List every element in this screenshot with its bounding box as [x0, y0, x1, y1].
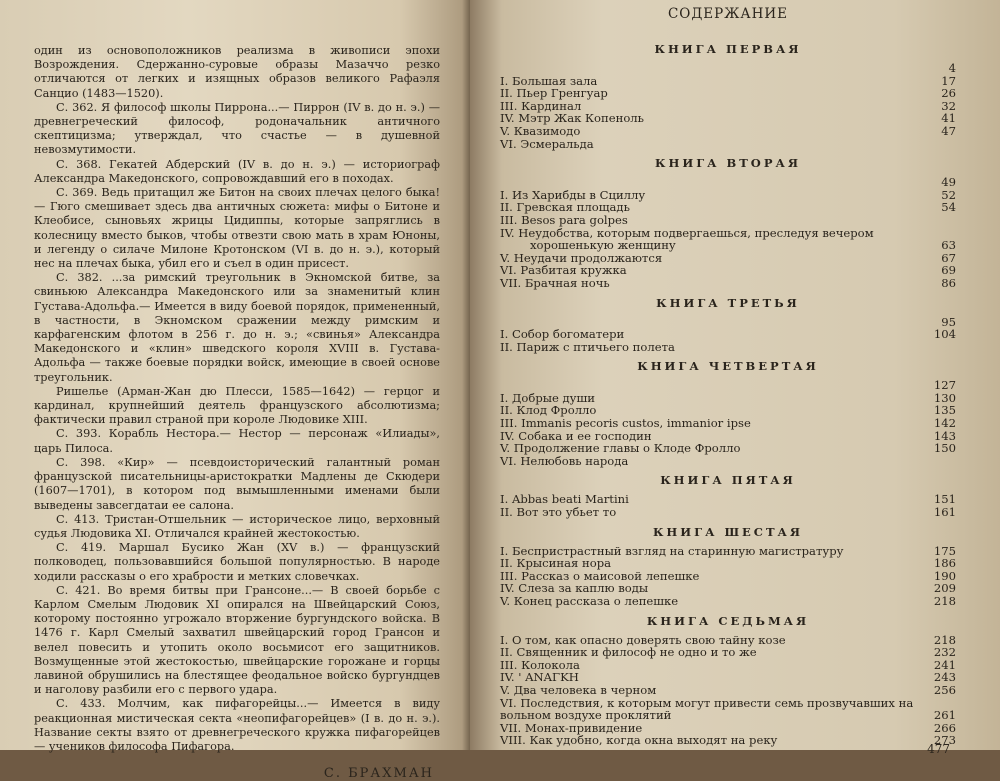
note-paragraph: С. 368. Гекатей Абдерский (IV в. до н. э.) — историограф Александра Македонского, сопровождавший его в походах. [34, 157, 440, 185]
right-page [470, 0, 1000, 756]
toc-entry [500, 646, 956, 659]
note-paragraph: С. 362. Я философ школы Пиррона...— Пиррон (IV в. до н. э.) — древнегреческий философ, родоначальник античного скептицизма; утверждал, что счастье — в душевной невозмутимости. [34, 100, 440, 157]
chapter-title: II. Гревская площадь [500, 200, 630, 215]
note-paragraph: С. 433. Молчим, как пифагорейцы...— Имеется в виду реакционная мистическая секта «неопифагорейцев» (I в. до н. э.). Название секты взято от древнегреческого кружка пифагорейцев — учеников философа Пифагора. [34, 697, 440, 753]
chapter-title: II. Вот это убьет то [500, 505, 617, 520]
chapter-page: 142 [933, 416, 956, 431]
table-of-contents [500, 42, 956, 747]
chapter-title: V. Конец рассказа о лепешке [500, 594, 679, 608]
note-paragraph: С. 393. Корабль Нестора.— Нестор — персонаж «Илиады», царь Пилоса. [34, 427, 440, 455]
note-paragraph: С. 382. ...за римский треугольник в Экномской битве, за свиньюю Александра Македонского или за знаменитый клин Густава-Адольфа.— Имеется в виду боевой порядок, примененный, в частности, в Экномском сражении между римским и карфагенским флотом в 256 г. до н. э.; «свинья» Александра Македонского и «клин» шведского короля XVIII в. Густава-Адольфа — также боевые порядки войск, имеющие в своей основе треугольник. [34, 271, 440, 384]
chapter-title: VII. Монах-привидение [500, 720, 643, 735]
page-number: 477 [927, 742, 950, 756]
chapter-title: V. Продолжение главы о Клоде Фролло [500, 441, 741, 456]
chapter-list [500, 634, 956, 747]
chapter-page: 54 [941, 200, 956, 215]
chapter-title: VII. Брачная ночь [500, 275, 610, 290]
book-heading: КНИГА ЧЕТВЕРТАЯ [637, 359, 819, 374]
chapter-title: V. Квазимодо [500, 123, 581, 138]
toc-entry [500, 176, 956, 189]
chapter-page: 67 [941, 250, 956, 265]
author-signature: С. БРАХМАН [323, 766, 434, 781]
chapter-page: 186 [933, 556, 956, 571]
chapter-page: 232 [933, 645, 956, 660]
chapter-list [500, 316, 956, 354]
chapter-title: III. Immanis pecoris custos, immanior ipse [500, 416, 751, 431]
chapter-page: 86 [941, 275, 956, 290]
chapter-title: II. Пьер Гренгуар [500, 86, 608, 101]
toc-entry [500, 379, 956, 392]
chapter-title: VIII. Как удобно, когда окна выходят на реку [500, 733, 778, 748]
toc-entry [500, 125, 956, 138]
chapter-page: 243 [933, 670, 956, 685]
chapter-page: 256 [933, 682, 956, 697]
chapter-title: I. Добрые души [500, 390, 595, 405]
chapter-page: 218 [933, 594, 956, 608]
chapter-page: 209 [933, 581, 956, 596]
chapter-title: III. Кардинал [500, 98, 582, 113]
toc-entry [500, 506, 956, 519]
chapter-page: 52 [941, 187, 956, 202]
note-paragraph: один из основоположников реализма в живописи эпохи Возрождения. Сдержанно-суровые образы Мазаччо резко отличаются от легких и изящных образов великого Рафаэля Санцио (1483—1520). [34, 44, 440, 100]
book-heading: КНИГА ПЕРВАЯ [654, 42, 802, 56]
chapter-title: IV. Неудобства, которым подвергаешься, преследуя вечером [500, 225, 874, 240]
chapter-page: 261 [933, 708, 956, 723]
chapter-page: 150 [933, 441, 956, 456]
chapter-page: 17 [941, 73, 956, 88]
left-page [0, 0, 470, 781]
chapter-page: 47 [941, 123, 956, 138]
chapter-title: VI. Разбитая кружка [500, 263, 627, 278]
chapter-title: VI. Нелюбовь народа [500, 453, 629, 468]
book-heading: КНИГА СЕДЬМАЯ [646, 613, 810, 628]
toc-entry [500, 328, 956, 341]
chapter-title: II. Париж с птичьего полета [500, 339, 675, 354]
chapter-page: 127 [933, 378, 956, 393]
chapter-list [500, 176, 956, 289]
notes-text [34, 44, 440, 754]
chapter-page: 161 [933, 505, 956, 520]
note-paragraph: Ришелье (Арман-Жан дю Плесси, 1585—1642) — герцог и кардинал, крупнейший деятель французского абсолютизма; фактически правил страной при короле Людовике XIII. [34, 384, 440, 427]
chapter-title: II. Священник и философ не одно и то же [500, 645, 757, 660]
chapter-title: I. Собор богоматери [500, 327, 625, 342]
chapter-title: I. О том, как опасно доверять свою тайну козе [500, 632, 786, 647]
chapter-page: 130 [933, 390, 956, 405]
toc-entry [500, 239, 956, 252]
chapter-page: 273 [933, 733, 956, 748]
chapter-page: 241 [933, 657, 956, 672]
chapter-page: 26 [941, 86, 956, 101]
note-paragraph: С. 421. Во время битвы при Грансоне...— В своей борьбе с Карлом Смелым Людовик XI опирался на Швейцарский Союз, которому постоянно угрожало вторжение бургундского войска. В 1476 г. Карл Смелый захватил швейцарский город Грансон и велел повесить и утопить около восьмисот его защитников. Возмущенные этой жестокостью, швейцарские горожане и горцы лавиной обрушились на блестящее феодальное войско бургундцев и наголову разбили его с первого удара. [34, 583, 440, 697]
chapter-title: III. Besos para golpes [500, 212, 628, 227]
chapter-title: I. Abbas beati Martini [500, 492, 629, 507]
chapter-title: V. Неудачи продолжаются [500, 250, 663, 265]
book-heading: КНИГА ПЯТАЯ [660, 473, 796, 488]
chapter-page: 266 [933, 720, 956, 735]
toc-entry [500, 697, 956, 722]
chapter-title: IV. ' ANAΓKH [500, 670, 579, 685]
chapter-page: 104 [933, 327, 956, 342]
chapter-page: 69 [941, 263, 956, 278]
chapter-page: 135 [933, 403, 956, 418]
note-paragraph: С. 369. Ведь притащил же Битон на своих плечах целого быка! — Гюго смешивает здесь два античных сюжета: мифы о Битоне и Клеобисе, сыновьях жрицы Цидиппы, которые запряглись в колесницу вместо быков, чтобы отвезти свою мать в храм Юноны, и легенду о силаче Милоне Кротонском (VI в. до н. э.), который нес на плечах быка, убил его и съел в один присест. [34, 186, 440, 271]
toc-entry [500, 277, 956, 290]
chapter-page: 143 [933, 428, 956, 443]
book-heading: КНИГА ВТОРАЯ [655, 156, 801, 171]
chapter-title: III. Рассказ о маисовой лепешке [500, 568, 700, 583]
toc-entry [500, 442, 956, 455]
chapter-page: 49 [941, 175, 956, 190]
toc-entry [500, 341, 956, 354]
toc-entry [500, 595, 956, 608]
chapter-page: 175 [933, 543, 956, 558]
chapter-title: хорошенькую женщину [530, 238, 676, 253]
toc-entry [500, 87, 956, 100]
chapter-page: 4 [948, 61, 956, 75]
toc-title: СОДЕРЖАНИЕ [667, 6, 789, 22]
chapter-title: III. Колокола [500, 657, 580, 672]
toc-entry [500, 138, 956, 151]
chapter-page: 63 [941, 238, 956, 253]
book-heading: КНИГА ТРЕТЬЯ [656, 295, 800, 310]
chapter-list [500, 62, 956, 150]
chapter-title: II. Крысиная нора [500, 556, 612, 571]
toc-entry [500, 214, 956, 227]
note-paragraph: С. 413. Тристан-Отшельник — историческое лицо, верховный судья Людовика XI. Отличался крайней жестокостью. [34, 512, 440, 540]
chapter-page: 190 [933, 568, 956, 583]
chapter-list [500, 493, 956, 518]
toc-entry [500, 734, 956, 747]
toc-entry [500, 684, 956, 697]
toc-entry [500, 62, 956, 75]
note-paragraph: С. 398. «Кир» — псевдоисторический галантный роман французской писательницы-аристократки Мадлены де Скюдери (1607—1701), в котором под вымышленными именами были выведены завсегдатаи ее салона. [34, 455, 440, 512]
chapter-page: 41 [941, 111, 956, 126]
chapter-title: IV. Собака и ее господин [500, 428, 652, 443]
chapter-list [500, 545, 956, 608]
chapter-title: VI. Эсмеральда [500, 136, 594, 151]
toc-entry [500, 455, 956, 468]
chapter-page: 151 [933, 492, 956, 507]
toc-entry [500, 557, 956, 570]
chapter-title: I. Из Харибды в Сциллу [500, 187, 646, 202]
chapter-title: V. Два человека в черном [500, 682, 657, 697]
chapter-page: 32 [941, 98, 956, 113]
chapter-list [500, 379, 956, 467]
chapter-title: IV. Мэтр Жак Копеноль [500, 111, 644, 126]
note-paragraph: С. 419. Маршал Бусико Жан (XV в.) — французский полководец, пользовавшийся большой популярностью. В народе ходили рассказы о его храбрости и метких словечках. [34, 541, 440, 583]
toc-entry [500, 417, 956, 430]
chapter-title: IV. Слеза за каплю воды [500, 581, 649, 596]
book-heading: КНИГА ШЕСТАЯ [652, 524, 804, 539]
chapter-title: I. Большая зала [500, 73, 598, 88]
chapter-page: 218 [933, 632, 956, 647]
chapter-page: 95 [941, 314, 956, 329]
chapter-title: VI. Последствия, к которым могут привести семь прозвучавших на вольном воздухе проклятий [500, 695, 914, 723]
chapter-title: II. Клод Фролло [500, 403, 597, 418]
chapter-title: I. Беспристрастный взгляд на старинную магистратуру [500, 543, 844, 558]
